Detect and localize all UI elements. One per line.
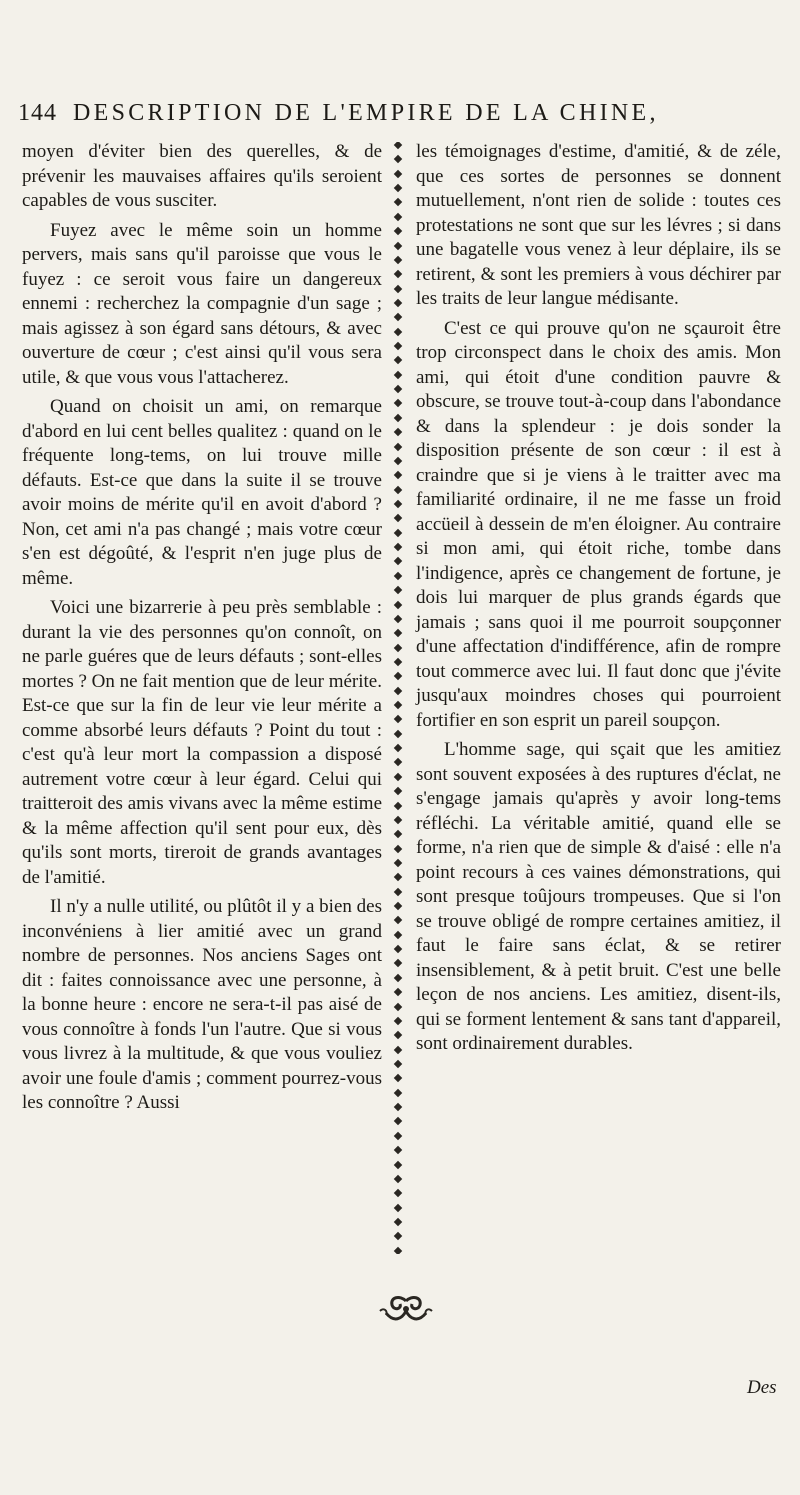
divider-dot-icon (394, 916, 402, 924)
right-paragraph-1: les témoignages d'estime, d'amitié, & de zéle, que ces sortes de personnes se donnent mutuellement, n'ont rien de solide : toutes ces protestations ne sont que sur les lévres ; si dans une bagatelle vous venez à leur déplaire, ils se retirent, & sont les premiers à vous déchirer par les traits de leur langue médisante. (416, 141, 781, 309)
divider-dot-icon (394, 356, 402, 364)
divider-dot-icon (394, 615, 402, 623)
left-paragraph-2: Fuyez avec le même soin un homme pervers, mais sans qu'il paroisse que vous le fuyez : ce seroit vous faire un dangereux ennemi : recherchez la compagnie d'un sage ; mais agissez à son égard sans détours, & avec ouverture de cœur ; c'est ainsi qu'il vous sera utile, & que vous vous l'attacherez. (22, 219, 382, 388)
catchword: Des (747, 1377, 777, 1398)
divider-dot-icon (394, 1132, 402, 1140)
right-paragraph-2: C'est ce qui prouve qu'on ne sçauroit être trop circonspect dans le choix des amis. Mon ami, qui étoit d'une condition pauvre & obscure, se trouve tout-à-coup dans l'abondance & dans la splendeur : je dois sonder la disposition présente de son cœur : il est à craindre que si je viens à le traitter avec ma familiarité ordinaire, il ne me fasse un froid accüeil à dessein de m'en éloigner. Au contraire si mon ami, qui étoit riche, tombe dans l'indigence, après ce changement de fortune, je dois lui marquer de plus grands égards que jamais ; sans quoi il me pourroit soupçonner d'une affectation d'indifférence, afin de rompre tout commerce avec lui. Il faut donc que j'évite jusqu'aux moindres choses qui pourroient fortifier en son esprit un pareil soupçon. (416, 317, 781, 731)
divider-dot-icon (394, 169, 402, 177)
divider-dot-icon (394, 701, 402, 709)
divider-dot-icon (394, 1203, 402, 1211)
divider-dot-icon (394, 500, 402, 508)
divider-dot-icon (394, 1117, 402, 1125)
divider-dot-icon (394, 859, 402, 867)
divider-dot-icon (394, 399, 402, 407)
divider-dot-icon (394, 327, 402, 335)
right-paragraph-3: L'homme sage, qui sçait que les amitiez sont souvent exposées à des ruptures d'éclat, ne s'engage jamais qu'après y avoir long-tems réfléchi. La véritable amitié, quand elle se forme, n'a rien que de simple & d'aisé : elle n'a point recours à ces vaines démonstrations, qui sont presque toûjours trompeuses. Que si l'on se trouve obligé de rompre certaines amitiez, il faut le faire sans éclat, & se retirer insensiblement, & à petit bruit. C'est une belle leçon de nos anciens. Les amitiez, disent-ils, qui se forment lentement & sans tant d'appareil, sont ordinairement durables. (416, 739, 781, 1054)
divider-dot-icon (394, 1074, 402, 1082)
column-divider-ornament (391, 142, 405, 1254)
divider-dot-icon (394, 787, 402, 795)
divider-dot-icon (394, 543, 402, 551)
divider-dot-icon (394, 729, 402, 737)
divider-dot-icon (394, 844, 402, 852)
divider-dot-icon (394, 572, 402, 580)
divider-dot-icon (394, 1218, 402, 1226)
divider-dot-icon (394, 988, 402, 996)
divider-dot-icon (394, 586, 402, 594)
page-header (18, 100, 788, 127)
divider-dot-icon (394, 557, 402, 565)
divider-dot-icon (394, 974, 402, 982)
divider-dot-icon (394, 1146, 402, 1154)
divider-dot-icon (394, 959, 402, 967)
divider-dot-icon (394, 313, 402, 321)
divider-dot-icon (394, 198, 402, 206)
divider-dot-icon (394, 672, 402, 680)
page-number: 144 (18, 100, 57, 126)
divider-dot-icon (394, 155, 402, 163)
divider-dot-icon (394, 284, 402, 292)
divider-dot-icon (394, 1017, 402, 1025)
divider-dot-icon (394, 1031, 402, 1039)
divider-dot-icon (394, 256, 402, 264)
divider-dot-icon (394, 643, 402, 651)
divider-dot-icon (394, 213, 402, 221)
running-head: DESCRIPTION DE L'EMPIRE DE LA CHINE, (73, 100, 659, 126)
left-paragraph-5: Il n'y a nulle utilité, ou plûtôt il y a bien des inconvéniens à lier amitié avec un grand nombre de personnes. Nos anciens Sages ont dit : faites connoissance avec une personne, à la bonne heure : encore ne sera-t-il pas aisé de vous connoître à fonds l'un l'autre. Que si vous vous livrez à la multitude, & que vous vouliez avoir une foule d'amis ; comment pourrez-vous les connoître ? Aussi (22, 896, 382, 1113)
divider-dot-icon (394, 471, 402, 479)
divider-dot-icon (394, 658, 402, 666)
divider-dot-icon (394, 686, 402, 694)
divider-dot-icon (394, 184, 402, 192)
left-paragraph-1: moyen d'éviter bien des querelles, & de prévenir les mauvaises affaires qu'ils seroient capables de vous susciter. (22, 141, 382, 211)
left-paragraph-3: Quand on choisit un ami, on remarque d'abord en lui cent belles qualitez : quand on le fréquente long-tems, on lui trouve mille défauts. Est-ce que dans la suite il se trouve avoir moins de mérite qu'il en avoit d'abord ? Non, cet ami n'a pas changé ; mais votre cœur s'en est dégoûté, & l'esprit n'en juge plus de même. (22, 396, 382, 589)
divider-dot-icon (394, 227, 402, 235)
divider-dot-icon (394, 1189, 402, 1197)
tailpiece-ornament-icon (378, 1293, 434, 1327)
divider-dot-icon (394, 1175, 402, 1183)
left-paragraph-4: Voici une bizarrerie à peu près semblable : durant la vie des personnes qu'on connoît, on ne parle guéres que de leurs défauts ; sont-elles mortes ? On ne fait mention que de leur mérite. Est-ce que sur la fin de leur vie leur mérite a comme absorbé leurs défauts ? Point du tout : c'est qu'à leur mort la compassion a disposé autrement votre cœur à leur égard. Celui qui traitteroit des amis vivans avec la même estime & la même affection qu'il sent pour eux, dès qu'ils sont morts, tireroit de grands avantages de l'amitié. (22, 597, 382, 888)
divider-dot-icon (394, 385, 402, 393)
divider-dot-icon (394, 600, 402, 608)
left-column (22, 140, 382, 1116)
divider-dot-icon (394, 528, 402, 536)
divider-dot-icon (394, 485, 402, 493)
divider-dot-icon (394, 342, 402, 350)
divider-dot-icon (394, 270, 402, 278)
divider-dot-icon (394, 142, 402, 149)
divider-dot-icon (394, 715, 402, 723)
divider-dot-icon (394, 931, 402, 939)
divider-dot-icon (394, 873, 402, 881)
divider-dot-icon (394, 428, 402, 436)
divider-dot-icon (394, 1232, 402, 1240)
divider-dot-icon (394, 1246, 402, 1254)
divider-dot-icon (394, 1160, 402, 1168)
divider-dot-icon (394, 945, 402, 953)
divider-dot-icon (394, 514, 402, 522)
divider-dot-icon (394, 442, 402, 450)
divider-dot-icon (394, 1103, 402, 1111)
divider-dot-icon (394, 801, 402, 809)
divider-dot-icon (394, 1045, 402, 1053)
divider-dot-icon (394, 830, 402, 838)
divider-dot-icon (394, 887, 402, 895)
divider-dot-icon (394, 629, 402, 637)
right-column (416, 140, 781, 1057)
divider-dot-icon (394, 457, 402, 465)
divider-dot-icon (394, 758, 402, 766)
divider-dot-icon (394, 1002, 402, 1010)
divider-dot-icon (394, 816, 402, 824)
divider-dot-icon (394, 241, 402, 249)
divider-dot-icon (394, 1088, 402, 1096)
divider-dot-icon (394, 1060, 402, 1068)
divider-dot-icon (394, 414, 402, 422)
divider-dot-icon (394, 299, 402, 307)
divider-dot-icon (394, 744, 402, 752)
divider-dot-icon (394, 773, 402, 781)
divider-dot-icon (394, 902, 402, 910)
divider-dot-icon (394, 371, 402, 379)
